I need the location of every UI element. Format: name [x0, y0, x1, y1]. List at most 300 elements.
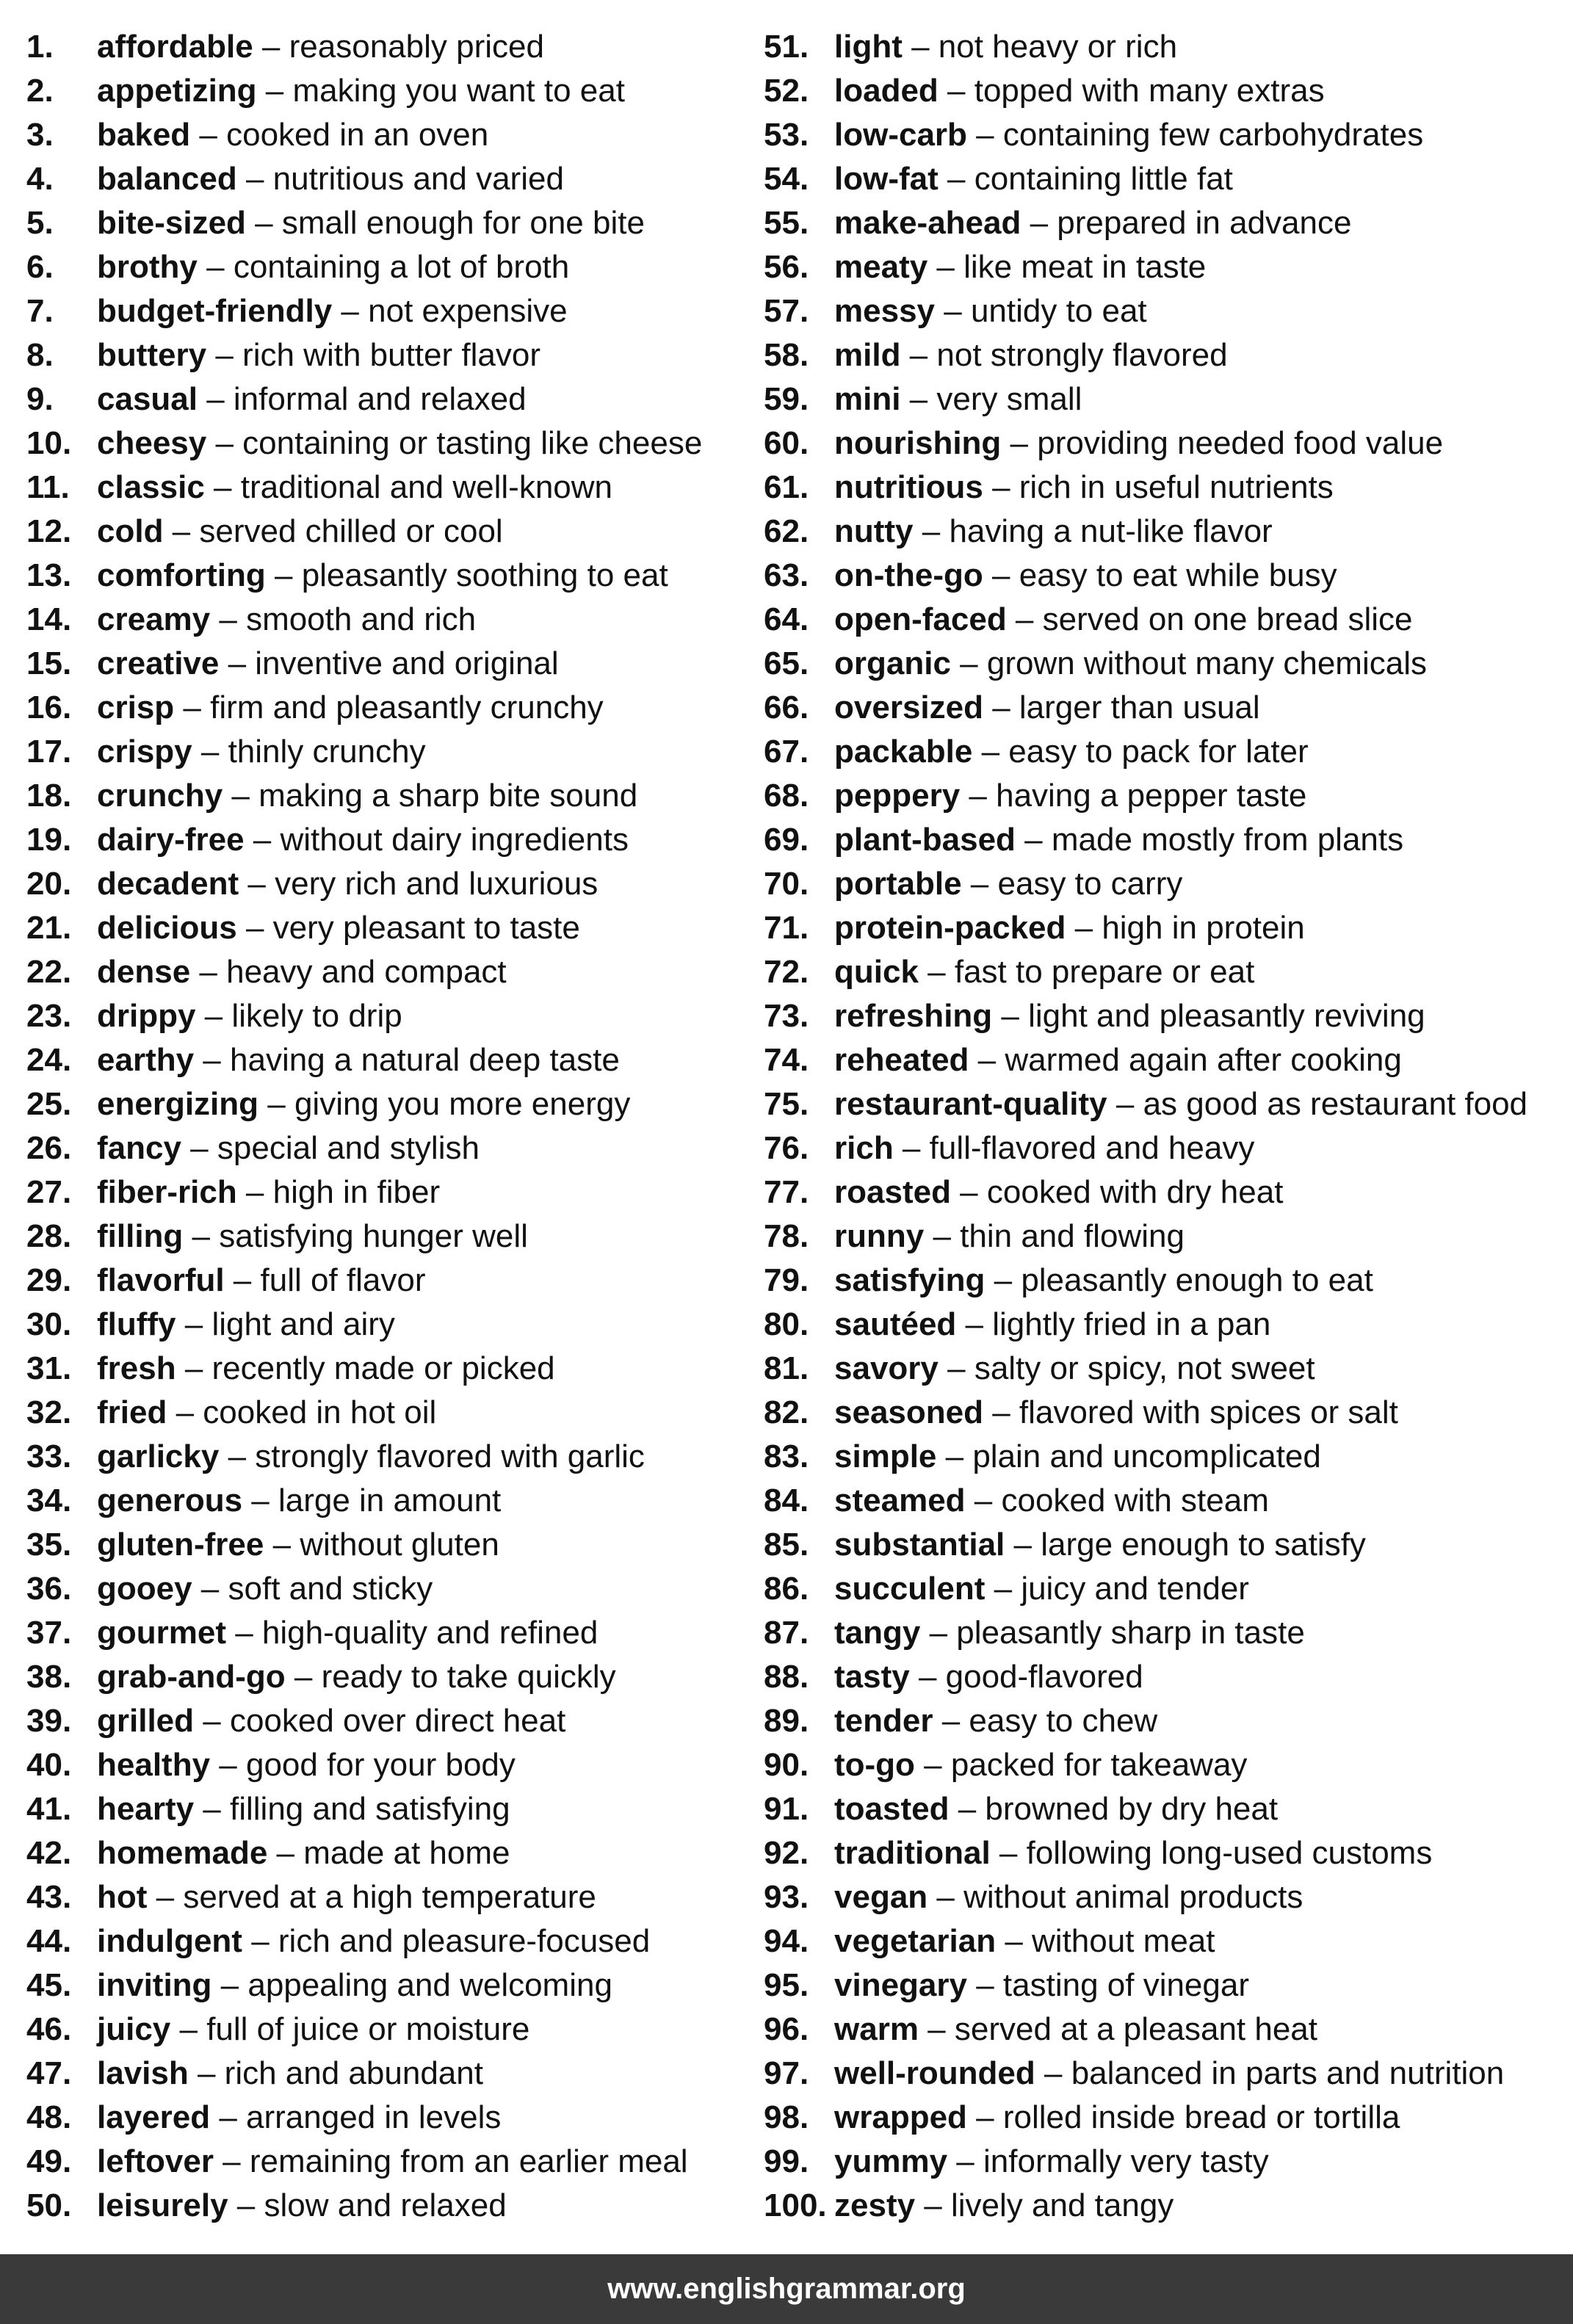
item-word: leftover — [97, 2143, 214, 2179]
item-word: leisurely — [97, 2187, 228, 2223]
item-dash: – — [213, 2143, 250, 2179]
item-number: 44. — [26, 1923, 72, 1959]
item-word: sautéed — [834, 1306, 957, 1342]
item-dash: – — [194, 1042, 230, 1078]
item-word: meaty — [834, 249, 928, 285]
item-number: 34. — [26, 1483, 72, 1518]
list-item — [26, 818, 761, 862]
item-dash: – — [244, 822, 281, 858]
list-item — [764, 906, 1572, 950]
item-dash: – — [264, 1527, 300, 1563]
item-definition: containing or tasting like cheese — [242, 425, 703, 461]
item-number: 29. — [26, 1262, 72, 1298]
item-definition: nutritious and varied — [272, 161, 564, 197]
item-definition: not expensive — [368, 293, 568, 329]
item-definition: having a pepper taste — [996, 778, 1307, 814]
list-item — [764, 1082, 1572, 1126]
item-definition: good for your body — [245, 1747, 516, 1783]
item-word: grilled — [97, 1703, 195, 1739]
list-item — [26, 598, 761, 642]
item-word: healthy — [97, 1747, 211, 1783]
list-item — [764, 1655, 1572, 1699]
item-number: 19. — [26, 822, 72, 858]
item-dash: – — [927, 249, 964, 285]
list-item — [764, 1435, 1572, 1479]
item-definition: pleasantly soothing to eat — [301, 557, 668, 593]
item-word: tender — [834, 1703, 933, 1739]
item-number: 48. — [26, 2099, 72, 2135]
item-dash: – — [1035, 2055, 1071, 2091]
item-definition: grown without many chemicals — [986, 645, 1427, 681]
item-dash: – — [956, 1306, 993, 1342]
item-word: simple — [834, 1438, 937, 1474]
list-item — [26, 554, 761, 598]
item-dash: – — [190, 117, 227, 153]
item-number: 78. — [764, 1218, 809, 1254]
item-definition: without animal products — [963, 1879, 1303, 1915]
item-number: 95. — [764, 1967, 809, 2003]
list-item — [764, 1479, 1572, 1523]
item-definition: slow and relaxed — [264, 2187, 507, 2223]
list-item — [764, 421, 1572, 466]
item-dash: – — [915, 2187, 951, 2223]
item-definition: flavored with spices or salt — [1019, 1394, 1398, 1430]
item-word: zesty — [834, 2187, 916, 2223]
list-item — [764, 201, 1572, 245]
item-definition: fast to prepare or eat — [954, 954, 1255, 990]
item-number: 8. — [26, 337, 54, 373]
list-item — [764, 1611, 1572, 1655]
item-dash: – — [163, 513, 200, 549]
item-word: hearty — [97, 1791, 195, 1827]
item-dash: – — [176, 1306, 212, 1342]
item-dash: – — [900, 381, 937, 417]
list-item — [26, 1831, 761, 1875]
item-definition: following long-used customs — [1026, 1835, 1433, 1871]
item-dash: – — [245, 205, 282, 241]
item-word: casual — [97, 381, 198, 417]
list-item — [764, 1743, 1572, 1787]
item-definition: recently made or picked — [211, 1350, 555, 1386]
item-definition: very pleasant to taste — [272, 910, 580, 946]
item-number: 72. — [764, 954, 809, 990]
list-item — [26, 1611, 761, 1655]
item-number: 57. — [764, 293, 809, 329]
item-number: 28. — [26, 1218, 72, 1254]
list-item — [764, 1523, 1572, 1567]
item-dash: – — [983, 689, 1019, 725]
list-item — [764, 1919, 1572, 1963]
item-definition: containing a lot of broth — [233, 249, 570, 285]
item-definition: cooked with steam — [1001, 1483, 1269, 1518]
list-item — [764, 2096, 1572, 2140]
item-dash: – — [936, 1438, 973, 1474]
item-word: on-the-go — [834, 557, 983, 593]
item-dash: – — [966, 117, 1003, 153]
item-definition: remaining from an earlier meal — [249, 2143, 688, 2179]
item-dash: – — [265, 557, 302, 593]
right-column — [764, 25, 1572, 2228]
item-word: cheesy — [97, 425, 207, 461]
item-definition: small enough for one bite — [281, 205, 645, 241]
list-item — [26, 730, 761, 774]
item-number: 1. — [26, 29, 54, 65]
list-item — [26, 1743, 761, 1787]
item-definition: warmed again after cooking — [1005, 1042, 1402, 1078]
item-definition: cooked over direct heat — [229, 1703, 566, 1739]
list-item — [26, 245, 761, 289]
item-definition: light and airy — [211, 1306, 395, 1342]
list-item — [26, 1567, 761, 1611]
item-definition: served at a pleasant heat — [954, 2011, 1317, 2047]
item-word: brothy — [97, 249, 198, 285]
list-item — [26, 2140, 761, 2184]
item-definition: without dairy ingredients — [280, 822, 629, 858]
list-item — [764, 1567, 1572, 1611]
item-definition: easy to chew — [969, 1703, 1158, 1739]
item-definition: satisfying hunger well — [219, 1218, 528, 1254]
list-item — [26, 1038, 761, 1082]
item-definition: ready to take quickly — [321, 1659, 616, 1695]
list-item — [764, 1391, 1572, 1435]
list-item — [764, 2140, 1572, 2184]
list-item — [26, 1303, 761, 1347]
item-dash: – — [197, 381, 234, 417]
item-number: 52. — [764, 73, 809, 109]
item-number: 30. — [26, 1306, 72, 1342]
item-word: yummy — [834, 2143, 948, 2179]
item-number: 21. — [26, 910, 72, 946]
item-dash: – — [147, 1879, 184, 1915]
item-word: buttery — [97, 337, 207, 373]
item-number: 98. — [764, 2099, 809, 2135]
item-dash: – — [1006, 601, 1043, 637]
item-word: fancy — [97, 1130, 181, 1166]
item-word: gourmet — [97, 1615, 226, 1651]
list-item — [764, 1215, 1572, 1259]
item-word: reheated — [834, 1042, 969, 1078]
item-word: crisp — [97, 689, 175, 725]
item-word: fiber-rich — [97, 1174, 237, 1210]
item-word: nutritious — [834, 469, 983, 505]
list-item — [26, 1875, 761, 1919]
item-word: fluffy — [97, 1306, 176, 1342]
list-item — [764, 2052, 1572, 2096]
item-definition: very small — [936, 381, 1082, 417]
item-definition: high-quality and refined — [261, 1615, 599, 1651]
item-dash: – — [211, 1967, 248, 2003]
list-item — [764, 69, 1572, 113]
list-item — [26, 1126, 761, 1170]
item-dash: – — [226, 1615, 262, 1651]
item-word: bite-sized — [97, 205, 246, 241]
item-dash: – — [256, 73, 293, 109]
item-number: 33. — [26, 1438, 72, 1474]
item-number: 6. — [26, 249, 54, 285]
list-item — [764, 1259, 1572, 1303]
list-item — [26, 906, 761, 950]
item-definition: without meat — [1032, 1923, 1215, 1959]
list-item — [764, 157, 1572, 201]
item-word: indulgent — [97, 1923, 242, 1959]
item-word: cold — [97, 513, 164, 549]
list-item — [26, 113, 761, 157]
item-dash: – — [210, 601, 247, 637]
list-item — [764, 2184, 1572, 2228]
list-item — [26, 862, 761, 906]
item-dash: – — [1005, 1527, 1041, 1563]
item-word: to-go — [834, 1747, 915, 1783]
list-item — [26, 1523, 761, 1567]
item-definition: light and pleasantly reviving — [1028, 998, 1425, 1034]
item-dash: – — [192, 734, 228, 770]
item-number: 90. — [764, 1747, 809, 1783]
item-dash: – — [239, 866, 275, 902]
list-item — [764, 862, 1572, 906]
item-definition: cooked with dry heat — [986, 1174, 1284, 1210]
item-dash: – — [983, 1394, 1019, 1430]
list-item — [764, 818, 1572, 862]
item-word: open-faced — [834, 601, 1007, 637]
item-word: plant-based — [834, 822, 1016, 858]
item-word: nutty — [834, 513, 914, 549]
item-word: energizing — [97, 1086, 259, 1122]
list-item — [764, 994, 1572, 1038]
item-dash: – — [900, 337, 937, 373]
item-dash: – — [972, 734, 1009, 770]
item-number: 42. — [26, 1835, 72, 1871]
item-definition: balanced in parts and nutrition — [1071, 2055, 1505, 2091]
item-word: affordable — [97, 29, 253, 65]
list-item — [764, 333, 1572, 377]
item-dash: – — [950, 645, 987, 681]
item-word: portable — [834, 866, 962, 902]
item-dash: – — [935, 293, 971, 329]
item-definition: informally very tasty — [983, 2143, 1269, 2179]
item-definition: making you want to eat — [292, 73, 625, 109]
item-number: 14. — [26, 601, 72, 637]
item-number: 16. — [26, 689, 72, 725]
list-item — [764, 25, 1572, 69]
item-number: 77. — [764, 1174, 809, 1210]
item-dash: – — [966, 1967, 1003, 2003]
list-item — [26, 1435, 761, 1479]
item-dash: – — [933, 1703, 969, 1739]
item-dash: – — [966, 2099, 1003, 2135]
item-word: vegan — [834, 1879, 928, 1915]
item-word: filling — [97, 1218, 184, 1254]
item-word: gooey — [97, 1571, 192, 1607]
item-dash: – — [1107, 1086, 1143, 1122]
item-definition: easy to eat while busy — [1019, 557, 1337, 593]
item-definition: like meat in taste — [963, 249, 1207, 285]
list-item — [26, 774, 761, 818]
item-definition: having a nut-like flavor — [949, 513, 1273, 549]
item-number: 9. — [26, 381, 54, 417]
list-item — [764, 245, 1572, 289]
item-number: 83. — [764, 1438, 809, 1474]
item-definition: made at home — [303, 1835, 510, 1871]
list-item — [764, 377, 1572, 421]
item-number: 45. — [26, 1967, 72, 2003]
item-number: 94. — [764, 1923, 809, 1959]
item-definition: served at a high temperature — [183, 1879, 596, 1915]
item-dash: – — [938, 161, 974, 197]
item-dash: – — [918, 954, 955, 990]
item-number: 65. — [764, 645, 809, 681]
item-word: rich — [834, 1130, 894, 1166]
item-word: crispy — [97, 734, 192, 770]
item-dash: – — [969, 1042, 1005, 1078]
item-dash: – — [188, 2055, 225, 2091]
item-dash: – — [961, 866, 998, 902]
item-number: 32. — [26, 1394, 72, 1430]
item-word: protein-packed — [834, 910, 1066, 946]
list-item — [26, 642, 761, 686]
item-word: generous — [97, 1483, 243, 1518]
item-word: comforting — [97, 557, 266, 593]
item-definition: tasting of vinegar — [1002, 1967, 1249, 2003]
item-dash: – — [224, 1262, 261, 1298]
item-definition: pleasantly sharp in taste — [956, 1615, 1305, 1651]
item-dash: – — [938, 1350, 974, 1386]
item-number: 64. — [764, 601, 809, 637]
item-number: 93. — [764, 1879, 809, 1915]
item-number: 79. — [764, 1262, 809, 1298]
item-word: decadent — [97, 866, 239, 902]
item-word: toasted — [834, 1791, 950, 1827]
item-dash: – — [183, 1218, 220, 1254]
item-dash: – — [965, 1483, 1002, 1518]
item-definition: served on one bread slice — [1042, 601, 1413, 637]
list-item — [764, 113, 1572, 157]
item-number: 73. — [764, 998, 809, 1034]
item-dash: – — [949, 1791, 986, 1827]
item-word: warm — [834, 2011, 919, 2047]
list-item — [26, 994, 761, 1038]
item-dash: – — [985, 1571, 1021, 1607]
item-number: 18. — [26, 778, 72, 814]
list-item — [26, 1170, 761, 1215]
item-word: creamy — [97, 601, 211, 637]
item-dash: – — [228, 2187, 264, 2223]
item-dash: – — [985, 1262, 1021, 1298]
item-number: 59. — [764, 381, 809, 417]
item-number: 54. — [764, 161, 809, 197]
item-definition: thin and flowing — [960, 1218, 1185, 1254]
item-dash: – — [1001, 425, 1038, 461]
item-dash: – — [983, 469, 1019, 505]
item-dash: – — [242, 1923, 278, 1959]
list-item — [764, 2008, 1572, 2052]
item-dash: – — [210, 1747, 246, 1783]
item-dash: – — [996, 1923, 1033, 1959]
item-definition: rich and pleasure-focused — [278, 1923, 651, 1959]
item-definition: containing few carbohydrates — [1002, 117, 1424, 153]
item-word: seasoned — [834, 1394, 983, 1430]
item-number: 87. — [764, 1615, 809, 1651]
item-word: fried — [97, 1394, 167, 1430]
item-number: 22. — [26, 954, 72, 990]
item-definition: making a sharp bite sound — [258, 778, 638, 814]
list-item — [764, 554, 1572, 598]
item-definition: high in protein — [1102, 910, 1305, 946]
item-definition: providing needed food value — [1037, 425, 1444, 461]
item-number: 63. — [764, 557, 809, 593]
item-word: fresh — [97, 1350, 176, 1386]
item-word: nourishing — [834, 425, 1002, 461]
list-item — [764, 1126, 1572, 1170]
item-number: 74. — [764, 1042, 809, 1078]
item-definition: juicy and tender — [1021, 1571, 1249, 1607]
item-dash: – — [170, 2011, 207, 2047]
item-dash: – — [909, 1659, 946, 1695]
list-item — [26, 25, 761, 69]
item-number: 61. — [764, 469, 809, 505]
item-definition: giving you more energy — [294, 1086, 631, 1122]
item-word: quick — [834, 954, 919, 990]
item-number: 23. — [26, 998, 72, 1034]
item-definition: very rich and luxurious — [275, 866, 599, 902]
item-number: 35. — [26, 1527, 72, 1563]
item-word: wrapped — [834, 2099, 967, 2135]
item-number: 31. — [26, 1350, 72, 1386]
item-dash: – — [195, 998, 232, 1034]
item-dash: – — [194, 1703, 230, 1739]
item-word: crunchy — [97, 778, 223, 814]
item-definition: cooked in an oven — [226, 117, 489, 153]
item-number: 49. — [26, 2143, 72, 2179]
list-item — [764, 1038, 1572, 1082]
item-definition: lightly fried in a pan — [992, 1306, 1271, 1342]
item-number: 55. — [764, 205, 809, 241]
item-dash: – — [913, 513, 950, 549]
item-number: 15. — [26, 645, 72, 681]
item-word: well-rounded — [834, 2055, 1035, 2091]
footer-url[interactable]: www.englishgrammar.org — [607, 2273, 966, 2305]
list-item — [26, 2008, 761, 2052]
item-dash: – — [192, 1571, 228, 1607]
item-number: 12. — [26, 513, 72, 549]
item-word: delicious — [97, 910, 237, 946]
item-dash: – — [223, 778, 259, 814]
item-definition: strongly flavored with garlic — [255, 1438, 645, 1474]
item-dash: – — [947, 2143, 983, 2179]
list-item — [764, 598, 1572, 642]
list-item — [26, 950, 761, 994]
item-dash: – — [918, 2011, 955, 2047]
item-number: 13. — [26, 557, 72, 593]
left-column — [26, 25, 761, 2228]
item-word: peppery — [834, 778, 961, 814]
item-word: flavorful — [97, 1262, 225, 1298]
item-dash: – — [219, 1438, 256, 1474]
item-dash: – — [190, 954, 227, 990]
list-item — [764, 1303, 1572, 1347]
item-word: juicy — [97, 2011, 171, 2047]
item-word: substantial — [834, 1527, 1005, 1563]
list-item — [26, 421, 761, 466]
item-dash: – — [920, 1615, 957, 1651]
item-number: 92. — [764, 1835, 809, 1871]
item-definition: inventive and original — [255, 645, 559, 681]
item-dash: – — [253, 29, 289, 65]
item-definition: smooth and rich — [246, 601, 477, 637]
item-definition: large in amount — [278, 1483, 502, 1518]
item-number: 39. — [26, 1703, 72, 1739]
item-dash: – — [176, 1350, 212, 1386]
item-word: layered — [97, 2099, 211, 2135]
